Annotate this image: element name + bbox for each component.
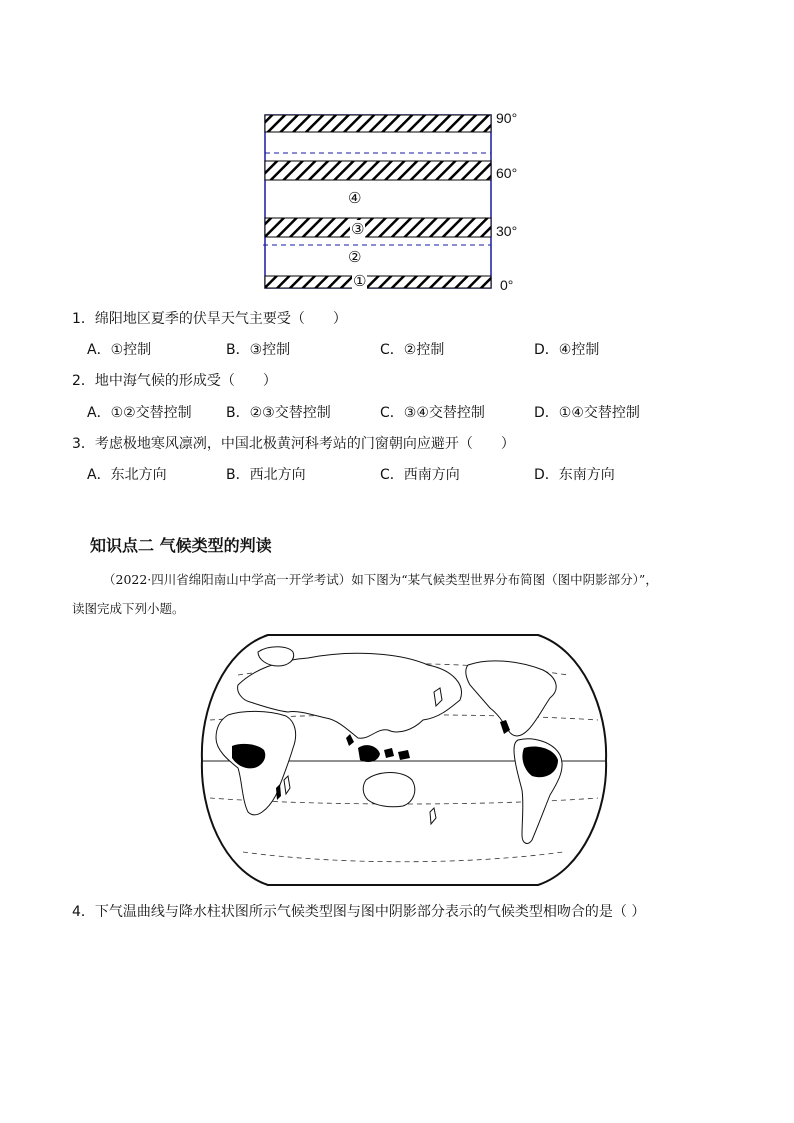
q3-option-b[interactable]: B．西北方向 xyxy=(226,467,306,483)
zone-label-3: ③ xyxy=(351,220,365,238)
zone-label-1: ① xyxy=(353,272,367,290)
australia-shape xyxy=(363,773,415,807)
lat-label-0: 0° xyxy=(500,277,514,293)
question-4-stem: 4．下气温曲线与降水柱状图所示气候类型图与图中阴影部分表示的气候类型相吻合的是（ ） xyxy=(72,904,646,920)
question-1-stem: 1．绵阳地区夏季的伏旱天气主要受（ ） xyxy=(72,311,347,327)
q2-option-d[interactable]: D．①④交替控制 xyxy=(534,405,640,421)
section-title: 知识点二 气候类型的判读 xyxy=(90,536,272,555)
q1-option-d[interactable]: D．④控制 xyxy=(534,342,600,358)
q3-option-c[interactable]: C．西南方向 xyxy=(380,467,460,483)
q1-option-b[interactable]: B．③控制 xyxy=(226,342,291,358)
q1-option-a[interactable]: A．①控制 xyxy=(87,342,152,358)
belt-60 xyxy=(265,161,491,180)
q2-option-c[interactable]: C．③④交替控制 xyxy=(380,405,485,421)
q2-option-b[interactable]: B．②③交替控制 xyxy=(226,405,331,421)
belt-90 xyxy=(265,115,491,132)
pressure-belt-diagram xyxy=(255,105,555,300)
zone-label-2: ② xyxy=(348,248,362,266)
section-intro-line2: 读图完成下列小题。 xyxy=(72,601,185,616)
world-climate-map xyxy=(198,630,610,890)
lat-label-30: 30° xyxy=(496,223,518,239)
belt-0 xyxy=(265,276,491,288)
q1-option-c[interactable]: C．②控制 xyxy=(380,342,445,358)
q2-option-a[interactable]: A．①②交替控制 xyxy=(87,405,192,421)
q3-option-a[interactable]: A．东北方向 xyxy=(87,467,167,483)
diagram-frame xyxy=(265,115,491,288)
lat-label-90: 90° xyxy=(496,110,518,126)
question-2-stem: 2．地中海气候的形成受（ ） xyxy=(72,373,277,389)
lat-label-60: 60° xyxy=(496,165,518,181)
zone-label-4: ④ xyxy=(348,189,362,207)
question-3-stem: 3．考虑极地寒风凛冽，中国北极黄河科考站的门窗朝向应避开（ ） xyxy=(72,436,515,452)
section-intro-line1: （2022·四川省绵阳南山中学高一开学考试）如下图为“某气候类型世界分布简图（图中阴影部分）”， xyxy=(103,572,658,587)
q3-option-d[interactable]: D．东南方向 xyxy=(534,467,615,483)
belt-30 xyxy=(265,218,491,237)
